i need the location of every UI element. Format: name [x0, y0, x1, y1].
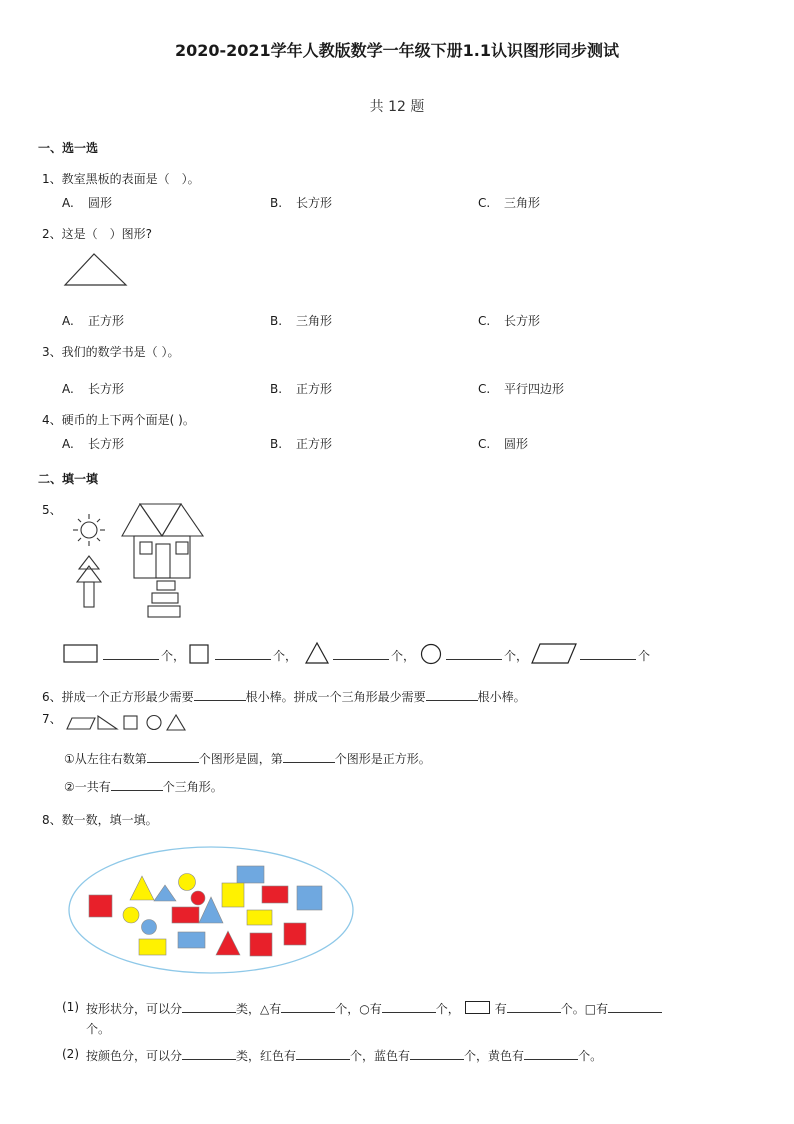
q3-option-c[interactable]: C. 平行四边形 — [478, 382, 565, 396]
q3-stem: 3、我们的数学书是（ ）。 — [42, 345, 180, 359]
q7-number: 7、 — [42, 712, 62, 726]
rectangle-icon — [465, 1001, 490, 1014]
q4-option-a[interactable]: A. 长方形 — [62, 437, 125, 451]
q8-stem: 8、数一数，填一填。 — [42, 813, 158, 827]
q8-blue-count-blank[interactable] — [410, 1047, 464, 1060]
q8-part1-number: (1) — [62, 1000, 79, 1014]
q1-option-a[interactable]: A. 圆形 — [62, 196, 113, 210]
q5-unit-2: 个， — [273, 649, 298, 663]
q4-option-b[interactable]: B. 正方形 — [270, 437, 333, 451]
q8-shape-types-blank[interactable] — [182, 1000, 236, 1013]
q3-option-a[interactable]: A. 长方形 — [62, 382, 125, 396]
q1-option-b[interactable]: B. 长方形 — [270, 196, 333, 210]
q2-option-a[interactable]: A. 正方形 — [62, 314, 125, 328]
q5-unit-3: 个， — [391, 649, 416, 663]
q7-sub1: ①从左往右数第 个图形是圆，第 个图形是正方形。 — [64, 752, 431, 766]
q8-part2-number: (2) — [62, 1047, 79, 1061]
q2-option-c[interactable]: C. 长方形 — [478, 314, 541, 328]
q2-stem: 2、这是（ ）图形? — [42, 227, 153, 241]
q8-circle-count-blank[interactable] — [382, 1000, 436, 1013]
q5-number: 5、 — [42, 503, 62, 517]
question-count: 共 12 题 — [369, 99, 425, 115]
q8-part2-line: 按颜色分，可以分 类，红色有 个，蓝色有 个，黄色有 个。 — [86, 1049, 603, 1063]
q8-yellow-count-blank[interactable] — [524, 1047, 578, 1060]
q5-unit-4: 个， — [504, 649, 529, 663]
q8-triangle-count-blank[interactable] — [281, 1000, 335, 1013]
q6-question: 6、拼成一个正方形最少需要 根小棒。拼成一个三角形最少需要 根小棒。 — [42, 690, 526, 704]
q3-option-b[interactable]: B. 正方形 — [270, 382, 333, 396]
q8-red-count-blank[interactable] — [296, 1047, 350, 1060]
q8-part1-line1: 按形状分，可以分 类，△有 个，○有 个， 有 个。□有 — [86, 1000, 662, 1017]
q4-option-c[interactable]: C. 圆形 — [478, 437, 529, 451]
q2-option-b[interactable]: B. 三角形 — [270, 314, 333, 328]
page-title: 2020-2021学年人教版数学一年级下册1.1认识图形同步测试 — [174, 41, 620, 60]
q1-stem: 1、教室黑板的表面是（ ）。 — [42, 172, 200, 186]
q5-unit-1: 个， — [161, 649, 186, 663]
q4-stem: 4、硬币的上下两个面是( )。 — [42, 413, 195, 427]
q1-option-c[interactable]: C. 三角形 — [478, 196, 541, 210]
section-heading-choose: 一、选一选 — [38, 141, 99, 155]
q8-rectangle-count-blank[interactable] — [507, 1000, 561, 1013]
q5-unit-5: 个 — [638, 649, 651, 663]
q8-part1-line2: 个。 — [86, 1022, 111, 1036]
q8-color-types-blank[interactable] — [182, 1047, 236, 1060]
q7-sub2: ②一共有 个三角形。 — [64, 780, 223, 794]
section-heading-fill: 二、填一填 — [38, 472, 99, 486]
q8-square-count-blank[interactable] — [608, 1000, 662, 1013]
